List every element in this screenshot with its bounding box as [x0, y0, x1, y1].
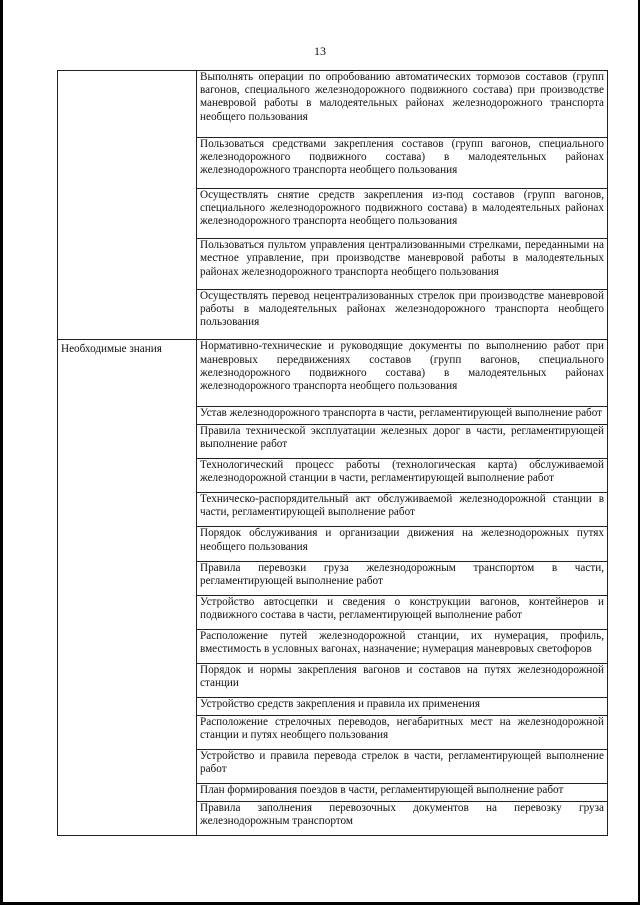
item-cell: [197, 239, 608, 290]
item-text: Правила заполнения перевозочных документов на перевозку груза железнодорожным транспортом: [200, 801, 604, 827]
item-cell: [197, 459, 608, 493]
item-cell: [197, 783, 608, 801]
category-cell: [58, 71, 197, 340]
item-text: Правила перевозки груза железнодорожным транспортом в части, регламентирующей выполнение работ: [200, 561, 604, 587]
item-cell: [197, 698, 608, 716]
item-cell: [197, 527, 608, 561]
item-cell: [197, 629, 608, 663]
item-text: Устройство и правила перевода стрелок в части, регламентирующей выполнение работ: [200, 749, 604, 776]
item-text: Пользоваться средствами закрепления составов (групп вагонов, специального железнодорожного подвижного состава) в малодеятельных районах железнодорожного транспорта необщего пользования: [200, 138, 604, 177]
competency-table: [57, 70, 608, 836]
item-cell: [197, 493, 608, 527]
item-cell: [197, 425, 608, 459]
item-cell: [197, 801, 608, 835]
category-label: Необходимые знания: [61, 343, 162, 356]
item-text: Выполнять операции по опробованию автоматических тормозов составов (групп вагонов, специального железнодорожного подвижного состава) при производстве маневровой работы в малодеятельных районах железнодорожного транспорта необщего пользования: [200, 71, 604, 123]
item-cell: [197, 188, 608, 239]
item-text: Пользоваться пультом управления централизованными стрелками, переданными на местное управление, при производстве маневровой работы в малодеятельных районах железнодорожного транспорта необщего пользования: [200, 239, 604, 278]
item-cell: [197, 71, 608, 138]
item-cell: [197, 407, 608, 425]
category-cell: [58, 340, 197, 836]
item-text: Расположение стрелочных переводов, негабаритных мест на железнодорожной станции и путях необщего пользования: [200, 715, 604, 741]
item-text: План формирования поездов в части, регламентирующей выполнение работ: [200, 783, 564, 796]
item-cell: [197, 138, 608, 189]
page-number: 13: [314, 44, 326, 58]
item-text: Устав железнодорожного транспорта в части, регламентирующей выполнение работ: [200, 407, 603, 420]
table-row: [58, 71, 608, 138]
item-text: Осуществлять снятие средств закрепления из-под составов (групп вагонов, специального железнодорожного подвижного состава) в малодеятельных районах железнодорожного транспорта необщего пользования: [200, 188, 604, 227]
item-text: Порядок и нормы закрепления вагонов и составов на путях железнодорожной станции: [200, 663, 604, 690]
item-text: Техническо-распорядительный акт обслуживаемой железнодорожной станции в части, регламентирующей выполнение работ: [200, 493, 604, 519]
item-cell: [197, 289, 608, 340]
item-cell: [197, 749, 608, 783]
item-cell: [197, 663, 608, 697]
item-cell: [197, 715, 608, 749]
item-cell: [197, 340, 608, 407]
category-label: [61, 71, 193, 74]
item-cell: [197, 595, 608, 629]
item-text: Порядок обслуживания и организации движения на железнодорожных путях необщего пользования: [200, 527, 604, 553]
item-text: Устройство автосцепки и сведения о конструкции вагонов, контейнеров и подвижного состава в части, регламентирующей выполнение работ: [200, 595, 604, 621]
item-text: Правила технической эксплуатации железных дорог в части, регламентирующей выполнение работ: [200, 425, 604, 451]
item-text: Нормативно-технические и руководящие документы по выполнению работ при маневровых передвижениях составов (групп вагонов, специального железнодорожного подвижного состава) в малодеятельных районах железнодорожного транспорта необщего пользования: [200, 340, 604, 392]
item-text: Технологический процесс работы (технологическая карта) обслуживаемой железнодорожной станции в части, регламентирующей выполнение работ: [200, 459, 604, 485]
item-text: Расположение путей железнодорожной станции, их нумерация, профиль, вместимость в условных вагонах, назначение; нумерация маневровых светофоров: [200, 629, 604, 655]
table-row: [58, 340, 608, 407]
item-text: Устройство средств закрепления и правила их применения: [200, 698, 481, 711]
item-cell: [197, 561, 608, 595]
scan-edge-left: [0, 0, 3, 905]
item-text: Осуществлять перевод нецентрализованных стрелок при производстве маневровой работы в малодеятельных районах железнодорожного транспорта необщего пользования: [200, 289, 604, 329]
